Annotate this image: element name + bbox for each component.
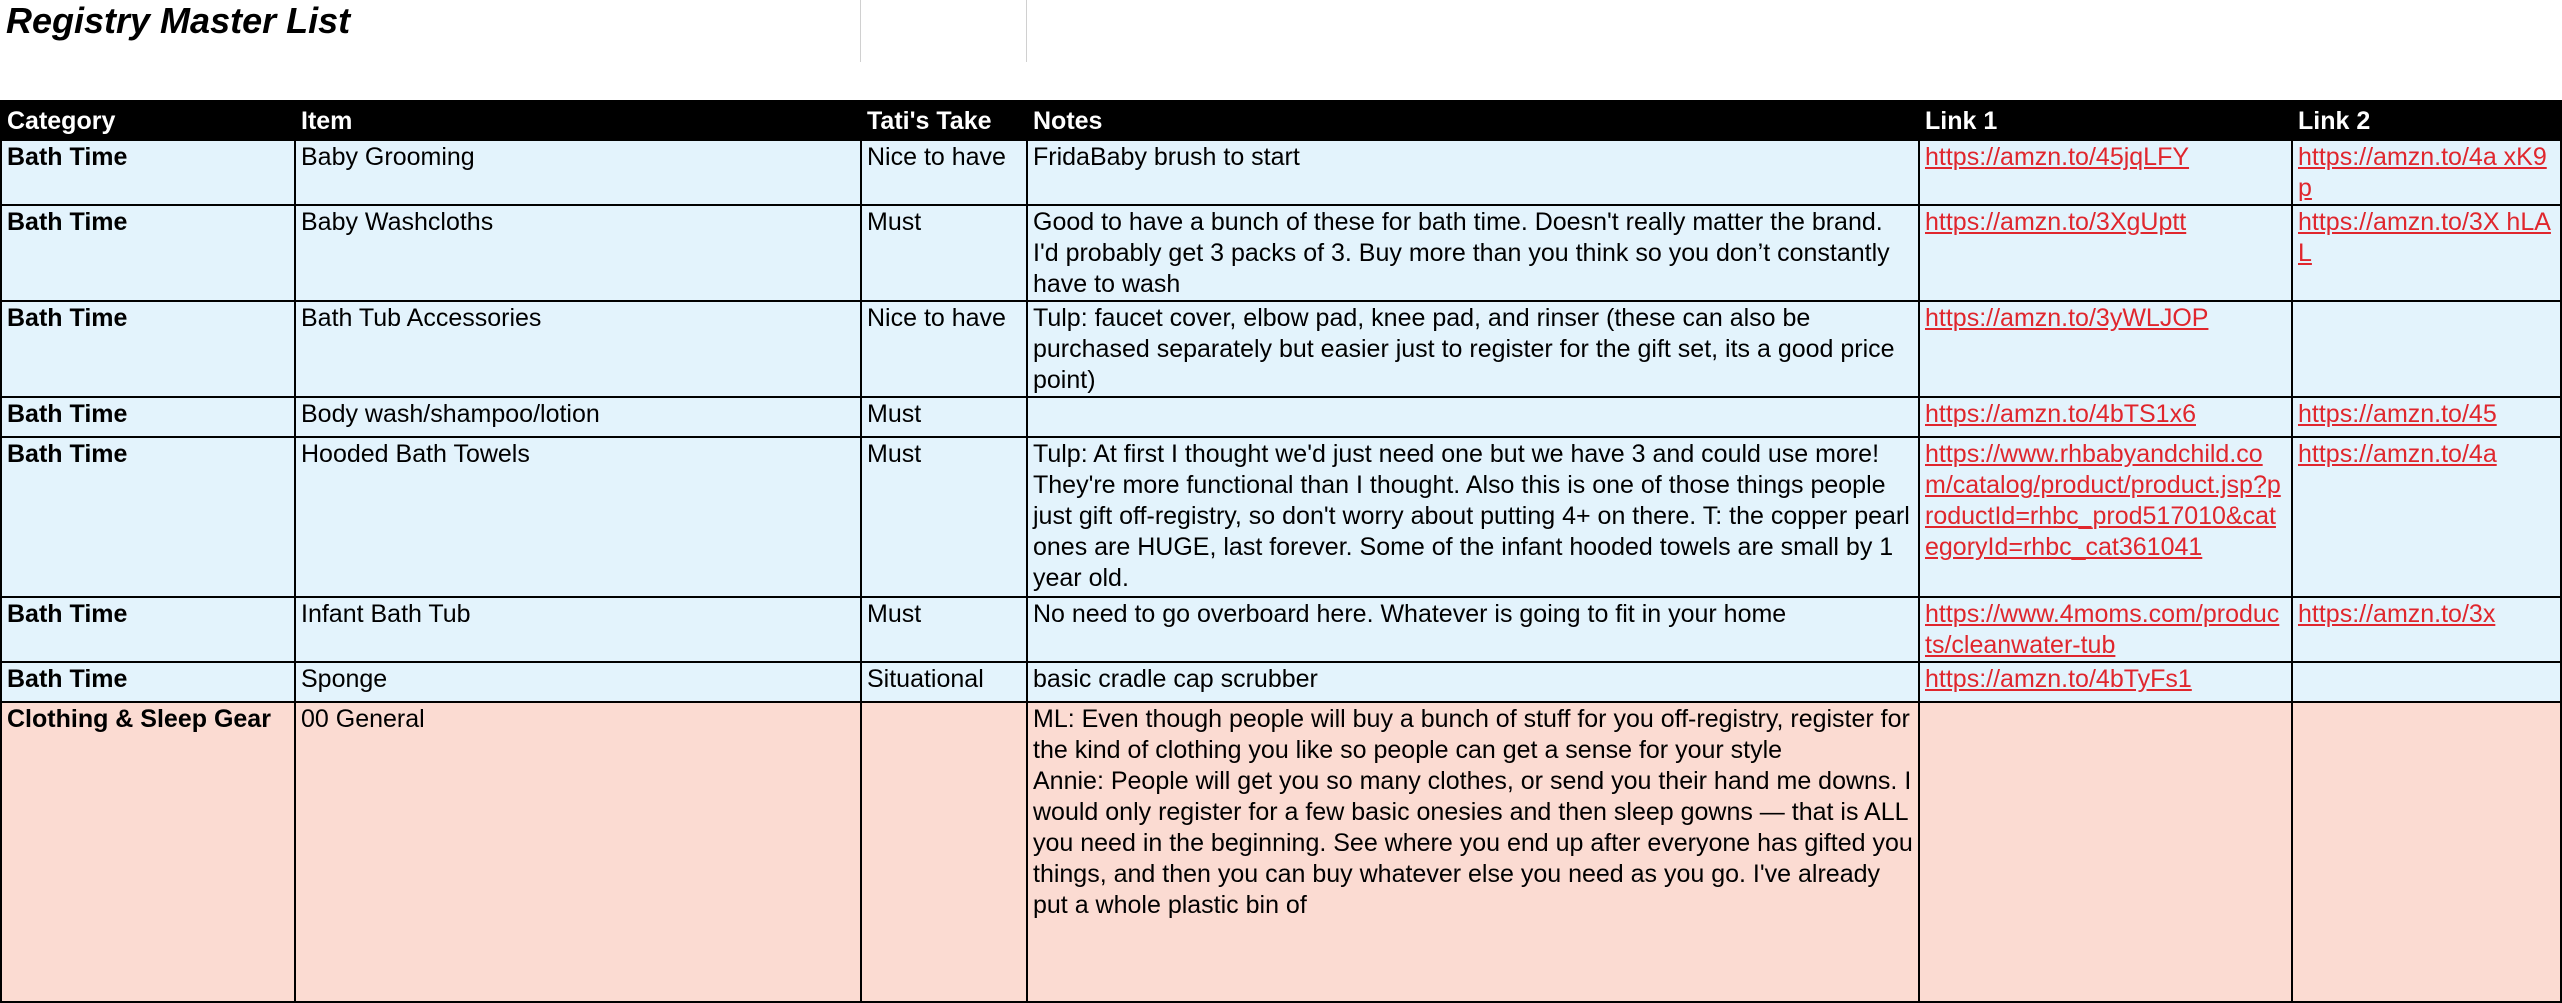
item-cell[interactable]: Bath Tub Accessories — [295, 301, 861, 397]
link1-cell[interactable] — [1919, 205, 2292, 301]
notes-cell[interactable] — [1027, 437, 1919, 597]
notes-cell[interactable] — [1027, 597, 1919, 662]
link2-cell[interactable] — [2292, 702, 2561, 1002]
notes-cell[interactable] — [1027, 301, 1919, 397]
notes-cell[interactable] — [1027, 140, 1919, 205]
note-paragraph: No need to go overboard here. Whatever is going to fit in your home — [1033, 600, 1787, 628]
table-row — [1, 437, 2561, 597]
category-cell[interactable]: Bath Time — [1, 662, 295, 702]
take-cell[interactable] — [861, 702, 1027, 1002]
link1-cell[interactable] — [1919, 662, 2292, 702]
take-cell[interactable]: Must — [861, 597, 1027, 662]
col-header-category[interactable]: Category — [1, 101, 295, 140]
col-header-notes[interactable]: Notes — [1027, 101, 1919, 140]
item-cell[interactable]: Body wash/shampoo/lotion — [295, 397, 861, 437]
header-row — [1, 101, 2561, 140]
link-text[interactable]: https://amzn.to/4bTyFs1 — [1925, 665, 2192, 693]
notes-cell[interactable] — [1027, 205, 1919, 301]
item-cell[interactable]: Infant Bath Tub — [295, 597, 861, 662]
link2-cell[interactable] — [2292, 437, 2561, 597]
col-header-link1[interactable]: Link 1 — [1919, 101, 2292, 140]
note-paragraph: Annie: People will get you so many clothes, or send you their hand me downs. I would only register for a few basic onesies and then sleep gowns — that is ALL you need in the beginning. See where you end up after everyone has gifted you things, and then you can buy whatever else you need as you go. I've already put a whole plastic bin of — [1033, 767, 1913, 919]
category-cell[interactable]: Clothing & Sleep Gear — [1, 702, 295, 1002]
link1-cell[interactable] — [1919, 140, 2292, 205]
col-header-item[interactable]: Item — [295, 101, 861, 140]
item-cell[interactable]: Sponge — [295, 662, 861, 702]
gridline — [860, 0, 861, 62]
link-text[interactable]: https://amzn.to/4bTS1x6 — [1925, 400, 2196, 428]
link2-cell[interactable] — [2292, 397, 2561, 437]
category-cell[interactable]: Bath Time — [1, 301, 295, 397]
link2-cell[interactable] — [2292, 662, 2561, 702]
category-cell[interactable]: Bath Time — [1, 437, 295, 597]
link1-cell[interactable] — [1919, 597, 2292, 662]
table-row — [1, 702, 2561, 1002]
table-row — [1, 301, 2561, 397]
category-cell[interactable]: Bath Time — [1, 205, 295, 301]
link-text[interactable]: https://amzn.to/45 — [2298, 400, 2497, 428]
note-paragraph: basic cradle cap scrubber — [1033, 665, 1318, 693]
table-row — [1, 205, 2561, 301]
link-text[interactable]: https://amzn.to/4a — [2298, 440, 2497, 468]
note-paragraph: Tulp: At first I thought we'd just need one but we have 3 and could use more! They're more functional than I thought. Also this is one of those things people just gift off-registry, so don't worry about putting 4+ on there. T: the copper pearl ones are HUGE, last forever. Some of the infant hooded towels are small by 1 year old. — [1033, 440, 1910, 592]
take-cell[interactable]: Nice to have — [861, 140, 1027, 205]
take-cell[interactable]: Nice to have — [861, 301, 1027, 397]
link-text[interactable]: https://amzn.to/3X hLAL — [2298, 208, 2551, 267]
note-paragraph: FridaBaby brush to start — [1033, 143, 1300, 171]
take-cell[interactable]: Situational — [861, 662, 1027, 702]
link2-cell[interactable] — [2292, 597, 2561, 662]
note-paragraph: Tulp: faucet cover, elbow pad, knee pad, and rinser (these can also be purchased separately but easier just to register for the gift set, its a good price point) — [1033, 304, 1895, 394]
gridline — [1026, 0, 1027, 62]
col-header-link2[interactable]: Link 2 — [2292, 101, 2561, 140]
note-paragraph: Good to have a bunch of these for bath time. Doesn't really matter the brand. I'd probably get 3 packs of 3. Buy more than you think so you don’t constantly have to wash — [1033, 208, 1890, 298]
take-cell[interactable]: Must — [861, 437, 1027, 597]
link2-cell[interactable] — [2292, 301, 2561, 397]
link1-cell[interactable] — [1919, 437, 2292, 597]
take-cell[interactable]: Must — [861, 397, 1027, 437]
notes-cell[interactable] — [1027, 702, 1919, 1002]
link2-cell[interactable] — [2292, 205, 2561, 301]
take-cell[interactable]: Must — [861, 205, 1027, 301]
link-text[interactable]: https://amzn.to/45jqLFY — [1925, 143, 2190, 171]
category-cell[interactable]: Bath Time — [1, 140, 295, 205]
link1-cell[interactable] — [1919, 702, 2292, 1002]
title-row — [0, 0, 2500, 100]
table-row — [1, 597, 2561, 662]
notes-cell[interactable] — [1027, 397, 1919, 437]
link-text[interactable]: https://www.rhbabyandchild.com/catalog/product/product.jsp?productId=rhbc_prod517010&categoryId=rhbc_cat361041 — [1925, 440, 2281, 561]
link2-cell[interactable] — [2292, 140, 2561, 205]
item-cell[interactable]: Baby Grooming — [295, 140, 861, 205]
link-text[interactable]: https://amzn.to/3XgUptt — [1925, 208, 2187, 236]
registry-table — [0, 100, 2562, 1003]
link1-cell[interactable] — [1919, 301, 2292, 397]
category-cell[interactable]: Bath Time — [1, 397, 295, 437]
category-cell[interactable]: Bath Time — [1, 597, 295, 662]
link-text[interactable]: https://amzn.to/3yWLJOP — [1925, 304, 2209, 332]
link-text[interactable]: https://www.4moms.com/products/cleanwater-tub — [1925, 600, 2280, 659]
item-cell[interactable]: Baby Washcloths — [295, 205, 861, 301]
table-row — [1, 662, 2561, 702]
table-row — [1, 140, 2561, 205]
item-cell[interactable]: 00 General — [295, 702, 861, 1002]
notes-cell[interactable] — [1027, 662, 1919, 702]
link-text[interactable]: https://amzn.to/4a xK9p — [2298, 143, 2547, 202]
sheet-title[interactable]: Registry Master List — [6, 0, 351, 41]
item-cell[interactable]: Hooded Bath Towels — [295, 437, 861, 597]
col-header-take[interactable]: Tati's Take — [861, 101, 1027, 140]
table-row — [1, 397, 2561, 437]
note-paragraph: ML: Even though people will buy a bunch of stuff for you off-registry, register for the kind of clothing you like so people can get a sense for your style — [1033, 705, 1910, 764]
link-text[interactable]: https://amzn.to/3x — [2298, 600, 2496, 628]
link1-cell[interactable] — [1919, 397, 2292, 437]
